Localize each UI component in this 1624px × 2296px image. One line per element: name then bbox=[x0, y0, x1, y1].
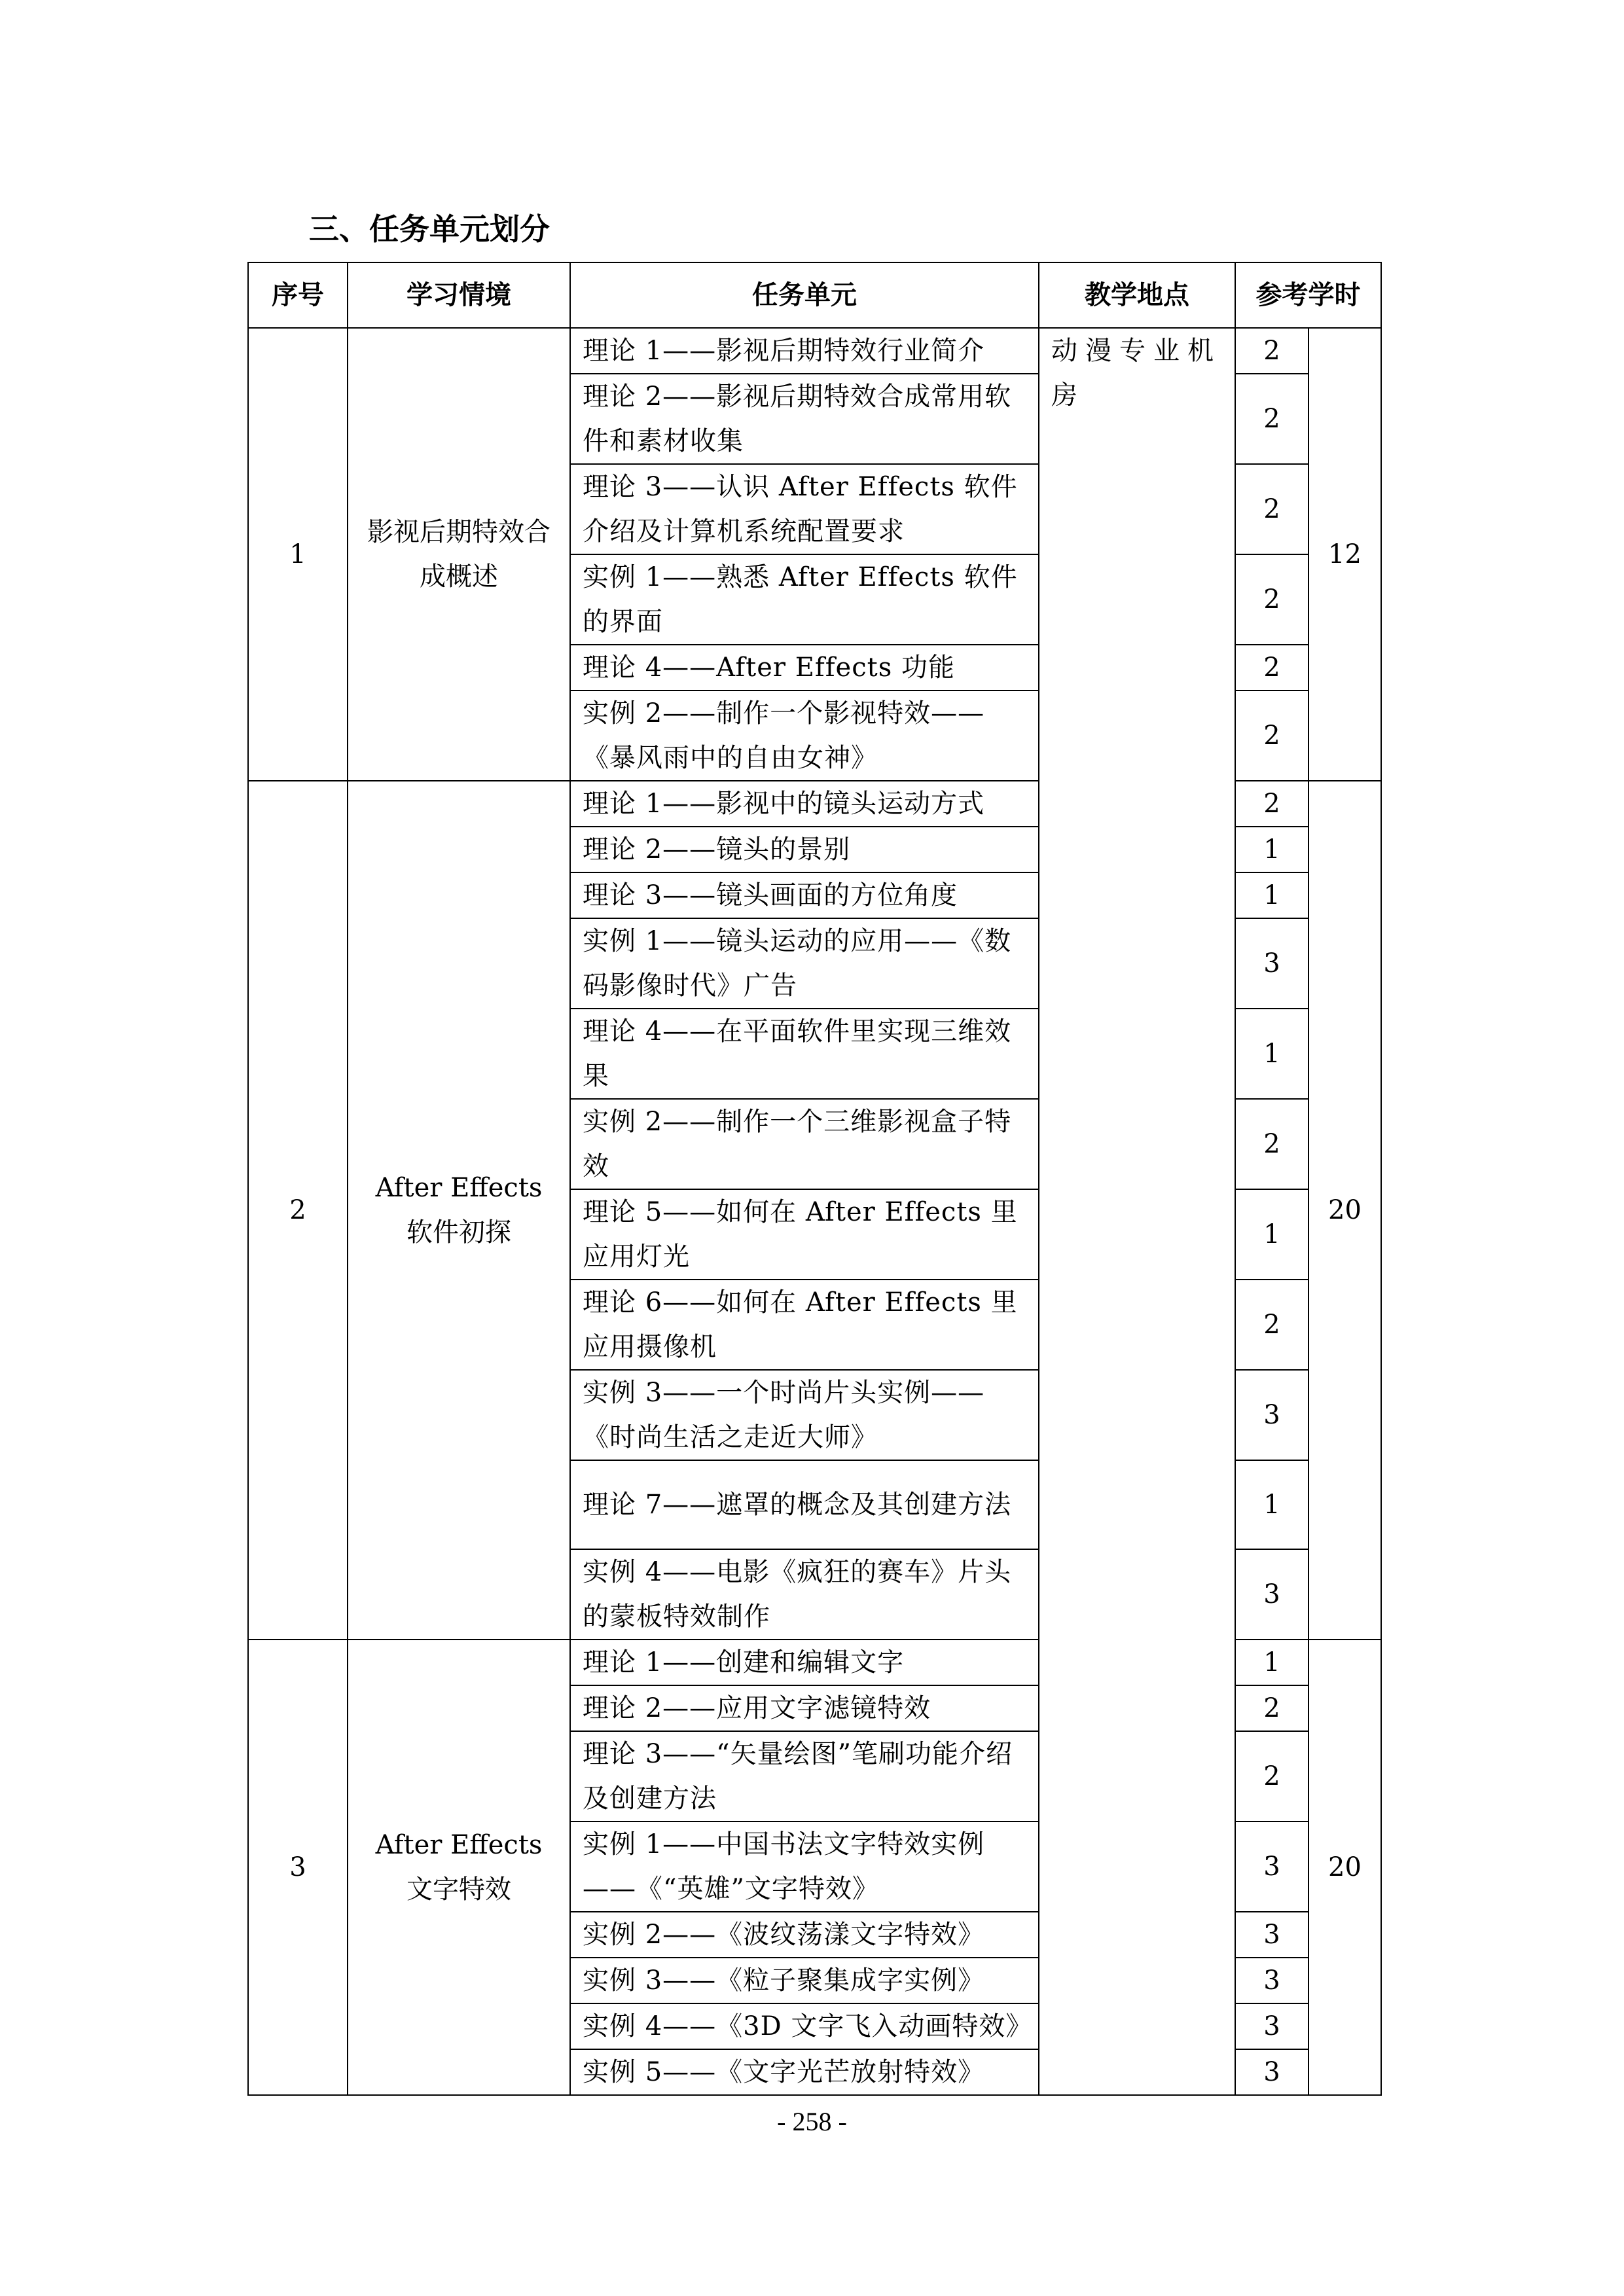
task-unit: 理论 1——创建和编辑文字 bbox=[570, 1640, 1039, 1685]
task-unit: 实例 2——制作一个三维影视盒子特效 bbox=[570, 1099, 1039, 1189]
task-unit: 实例 1——中国书法文字特效实例——《“英雄”文字特效》 bbox=[570, 1821, 1039, 1912]
task-hours: 3 bbox=[1235, 1549, 1308, 1640]
task-unit: 理论 1——影视中的镜头运动方式 bbox=[570, 781, 1039, 827]
situation-number: 1 bbox=[248, 328, 348, 781]
table-row bbox=[248, 328, 1381, 374]
task-unit: 理论 2——应用文字滤镜特效 bbox=[570, 1685, 1039, 1731]
task-hours: 1 bbox=[1235, 827, 1308, 872]
task-hours: 1 bbox=[1235, 1009, 1308, 1099]
task-hours: 2 bbox=[1235, 1685, 1308, 1731]
task-unit: 理论 3——认识 After Effects 软件介绍及计算机系统配置要求 bbox=[570, 464, 1039, 554]
task-unit: 实例 4——《3D 文字飞入动画特效》 bbox=[570, 2003, 1039, 2049]
task-hours: 2 bbox=[1235, 554, 1308, 645]
task-hours: 1 bbox=[1235, 1189, 1308, 1280]
task-hours: 3 bbox=[1235, 1958, 1308, 2003]
col-header-hours: 参考学时 bbox=[1235, 262, 1381, 328]
task-hours: 2 bbox=[1235, 1731, 1308, 1821]
task-unit-table bbox=[247, 262, 1382, 2096]
situation-name: After Effects 软件初探 bbox=[348, 781, 570, 1640]
table-header-row bbox=[248, 262, 1381, 328]
task-hours: 3 bbox=[1235, 918, 1308, 1009]
task-hours: 3 bbox=[1235, 1821, 1308, 1912]
situation-total-hours: 20 bbox=[1308, 781, 1381, 1640]
situation-total-hours: 20 bbox=[1308, 1640, 1381, 2095]
task-unit: 理论 2——影视后期特效合成常用软件和素材收集 bbox=[570, 374, 1039, 464]
task-unit: 理论 3——镜头画面的方位角度 bbox=[570, 872, 1039, 918]
col-header-unit: 任务单元 bbox=[570, 262, 1039, 328]
task-hours: 1 bbox=[1235, 1460, 1308, 1549]
task-unit: 理论 2——镜头的景别 bbox=[570, 827, 1039, 872]
task-hours: 3 bbox=[1235, 1912, 1308, 1958]
task-hours: 2 bbox=[1235, 781, 1308, 827]
col-header-location: 教学地点 bbox=[1039, 262, 1235, 328]
situation-number: 3 bbox=[248, 1640, 348, 2095]
task-hours: 2 bbox=[1235, 374, 1308, 464]
task-hours: 2 bbox=[1235, 328, 1308, 374]
task-hours: 3 bbox=[1235, 2049, 1308, 2095]
task-hours: 3 bbox=[1235, 2003, 1308, 2049]
task-unit: 理论 5——如何在 After Effects 里应用灯光 bbox=[570, 1189, 1039, 1280]
situation-name: After Effects 文字特效 bbox=[348, 1640, 570, 2095]
situation-name: 影视后期特效合成概述 bbox=[348, 328, 570, 781]
teaching-location: 动漫专业机房 bbox=[1039, 328, 1235, 2095]
task-unit: 实例 5——《文字光芒放射特效》 bbox=[570, 2049, 1039, 2095]
task-unit: 理论 6——如何在 After Effects 里应用摄像机 bbox=[570, 1280, 1039, 1370]
task-unit: 实例 1——熟悉 After Effects 软件的界面 bbox=[570, 554, 1039, 645]
task-unit: 实例 3——《粒子聚集成字实例》 bbox=[570, 1958, 1039, 2003]
task-unit: 理论 3——“矢量绘图”笔刷功能介绍及创建方法 bbox=[570, 1731, 1039, 1821]
task-unit: 实例 1——镜头运动的应用——《数码影像时代》广告 bbox=[570, 918, 1039, 1009]
task-hours: 2 bbox=[1235, 1099, 1308, 1189]
situation-number: 2 bbox=[248, 781, 348, 1640]
task-hours: 1 bbox=[1235, 872, 1308, 918]
situation-total-hours: 12 bbox=[1308, 328, 1381, 781]
task-hours: 2 bbox=[1235, 464, 1308, 554]
task-hours: 3 bbox=[1235, 1370, 1308, 1460]
table-body bbox=[248, 328, 1381, 2095]
task-hours: 2 bbox=[1235, 691, 1308, 781]
task-unit: 实例 3——一个时尚片头实例——《时尚生活之走近大师》 bbox=[570, 1370, 1039, 1460]
task-hours: 2 bbox=[1235, 645, 1308, 691]
task-unit: 理论 7——遮罩的概念及其创建方法 bbox=[570, 1460, 1039, 1549]
task-unit: 实例 4——电影《疯狂的赛车》片头的蒙板特效制作 bbox=[570, 1549, 1039, 1640]
col-header-no: 序号 bbox=[248, 262, 348, 328]
task-unit: 理论 4——在平面软件里实现三维效果 bbox=[570, 1009, 1039, 1099]
task-unit: 理论 4——After Effects 功能 bbox=[570, 645, 1039, 691]
section-heading: 三、任务单元划分 bbox=[309, 211, 550, 247]
page-number: - 258 - bbox=[777, 2107, 847, 2136]
col-header-situation: 学习情境 bbox=[348, 262, 570, 328]
task-unit: 理论 1——影视后期特效行业简介 bbox=[570, 328, 1039, 374]
task-unit: 实例 2——制作一个影视特效——《暴风雨中的自由女神》 bbox=[570, 691, 1039, 781]
task-hours: 2 bbox=[1235, 1280, 1308, 1370]
task-unit: 实例 2——《波纹荡漾文字特效》 bbox=[570, 1912, 1039, 1958]
task-hours: 1 bbox=[1235, 1640, 1308, 1685]
